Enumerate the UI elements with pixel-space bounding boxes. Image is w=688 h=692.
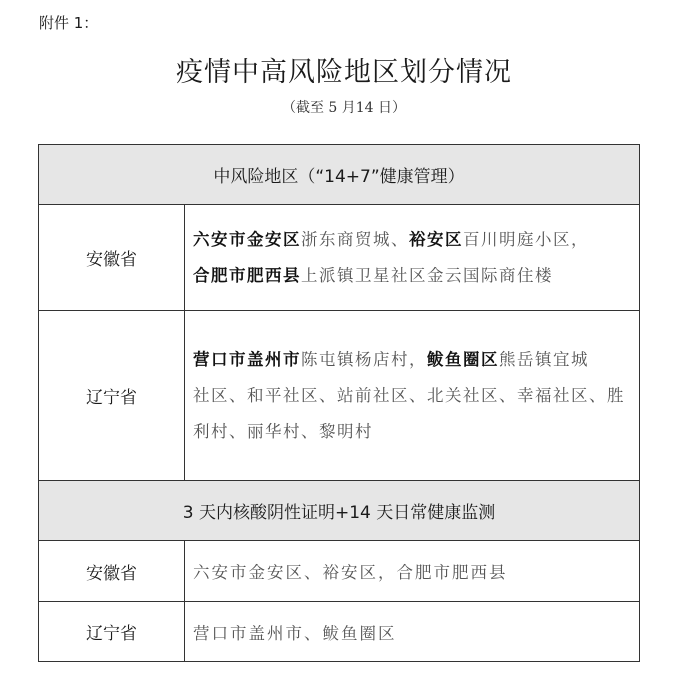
area-text-line	[193, 378, 639, 414]
table-row	[39, 311, 640, 481]
area-text-line	[193, 342, 639, 378]
area-list-cell: 六安市金安区、裕安区，合肥市肥西县	[185, 541, 640, 602]
area-name-bold: 六安市金安区	[193, 229, 301, 249]
document-title: 疫情中高风险地区划分情况	[176, 57, 512, 88]
section-header-row	[39, 481, 640, 541]
area-text-line	[193, 414, 639, 450]
document-date-note: （截至 5 月14 日）	[281, 100, 407, 116]
province-cell: 安徽省	[39, 541, 185, 602]
section-heading-health-monitoring: 3 天内核酸阴性证明+14 天日常健康监测	[39, 481, 640, 541]
area-text-line	[193, 222, 639, 258]
province-cell: 安徽省	[39, 205, 185, 311]
area-detail-text: 利村、丽华村、黎明村	[193, 421, 373, 441]
attachment-label: 附件 1：	[39, 14, 99, 32]
area-list-cell	[185, 311, 640, 481]
risk-area-table	[38, 144, 640, 662]
area-list-cell: 营口市盖州市、鲅鱼圈区	[185, 602, 640, 662]
table-row	[39, 541, 640, 602]
area-name-bold: 合肥市肥西县	[193, 265, 301, 285]
table-row	[39, 205, 640, 311]
area-detail-text: 百川明庭小区，	[463, 229, 589, 249]
area-name-bold: 鲅鱼圈区	[427, 349, 499, 369]
area-detail-text: 上派镇卫星社区金云国际商住楼	[301, 265, 553, 285]
area-detail-text: 浙东商贸城、	[301, 229, 409, 249]
area-text-line	[193, 258, 639, 294]
section-heading-medium-risk: 中风险地区（“14+7”健康管理）	[39, 145, 640, 205]
area-detail-text: 熊岳镇宜城	[499, 349, 589, 369]
area-list-cell	[185, 205, 640, 311]
section-header-row	[39, 145, 640, 205]
province-cell: 辽宁省	[39, 602, 185, 662]
area-name-bold: 裕安区	[409, 229, 463, 249]
area-detail-text: 社区、和平社区、站前社区、北关社区、幸福社区、胜	[193, 385, 625, 405]
area-name-bold: 营口市盖州市	[193, 349, 301, 369]
province-cell: 辽宁省	[39, 311, 185, 481]
area-detail-text: 陈屯镇杨店村，	[301, 349, 427, 369]
table-row	[39, 602, 640, 662]
